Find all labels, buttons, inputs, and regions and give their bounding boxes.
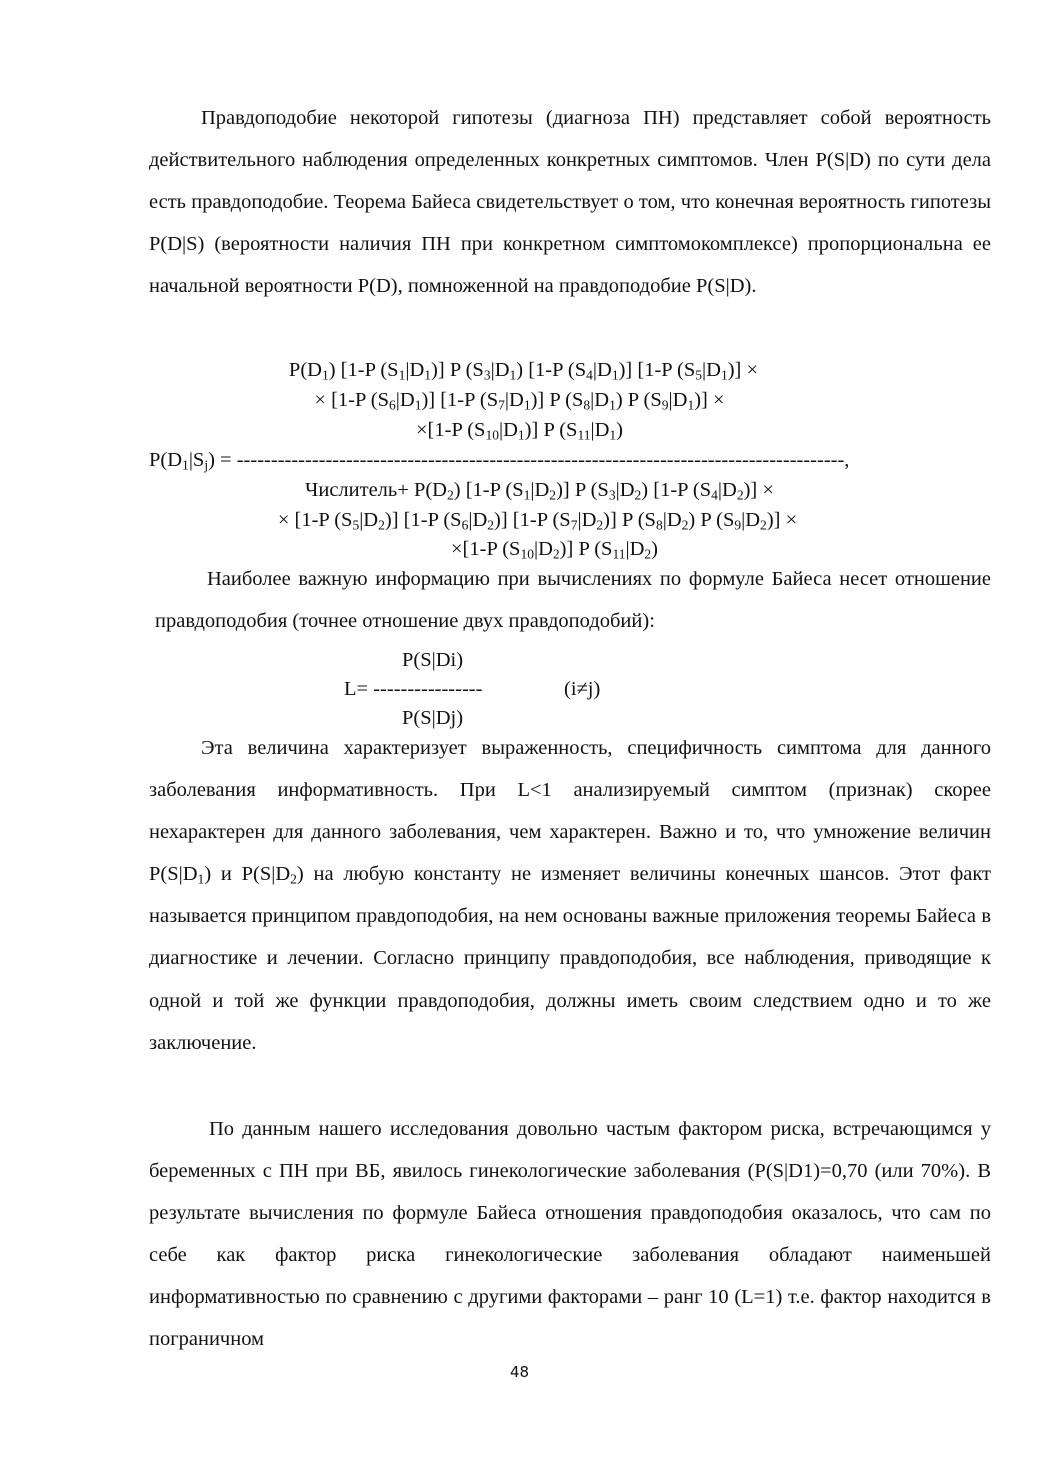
- ratio-denominator: P(S|Dj): [402, 707, 464, 729]
- paragraph-likelihood-ratio: Наиболее важную информацию при вычислениях по формуле Байеса несет отношение правдоподобия (точнее отношение двух правдоподобий):: [155, 568, 991, 633]
- formula-numerator-line-3: ×[1-P $(S_{10}|D_1)$] P $(S_{11}|D_1)$: [416, 419, 623, 443]
- formula-numerator-line-1: $P(D_1)$ [1-P $(S_1|D_1)$] P $(S_3|D_1)$ [1-P $(S_4|D_1)$] [1-P $(S_5|D_1)$] ×: [288, 359, 759, 383]
- paragraph-study-results: По данным нашего исследования довольно частым фактором риска, встречающимся у беременных с ПН при ВБ, явилось гинекологические заболевания (P(S|D1)=0,70 (или 70%). В результате вычисления по формуле Байеса отношения правдоподобия оказалось, что сам по себе как фактор риска гинекологические заболевания обладают наименьшей информативностью по сравнению с другими факторами – ранг 10 (L=1) т.е. фактор находится в пограничном: [149, 1118, 991, 1351]
- formula-denominator-line-3: ×[1-P $(S_{10}|D_2)$] P $(S_{11}|D_2)$: [451, 538, 658, 562]
- formula-numerator-line-2: × [1-P $(S_6|D_1)$] [1-P $(S_7|D_1)$] P $(S_8|D_1)$ P $(S_9|D_1)$] ×: [314, 389, 725, 413]
- paragraph-likelihood-definition: Правдоподобие некоторой гипотезы (диагноза ПН) представляет собой вероятность действительного наблюдения определенных конкретных симптомов. Член P(S|D) по сути дела есть правдоподобие. Теорема Байеса свидетельствует о том, что конечная вероятность гипотезы P(D|S) (вероятности наличия ПН при конкретном симптомокомплексе) пропорциональна ее начальной вероятности P(D), помноженной на правдоподобие P(S|D).: [149, 107, 991, 298]
- ratio-fraction-line: L= ----------------: [344, 678, 483, 700]
- paragraph-informativeness: Эта величина характеризует выраженность, специфичность симптома для данного заболевания информативность. При L<1 анализируемый симптом (признак) скорее нехарактерен для данного заболевания, чем характерен. Важно и то, что умножение величин $P(S|D_1)$ и $P(S|D_2)$ на любую константу не изменяет величины конечных шансов. Этот факт называется принципом правдоподобия, на нем основаны важные приложения теоремы Байеса в диагностике и лечении. Согласно принципу правдоподобия, все наблюдения, приводящие к одной и той же функции правдоподобия, должны иметь своим следствием одно и то же заключение.: [149, 737, 991, 1054]
- page-number: 48: [509, 1363, 530, 1381]
- formula-denominator-line-1: Числитель+ $P(D_2)$ [1-P $(S_1|D_2)$] P $(S_3|D_2)$ [1-P $(S_4|D_2)$] ×: [305, 479, 774, 503]
- formula-denominator-line-2: × [1-P $(S_5|D_2)$] [1-P $(S_6|D_2)$] [1-P $(S_7|D_2)$] P $(S_8|D_2)$ P $(S_9|D_2)$] ×: [277, 509, 798, 533]
- formula-fraction-line: $P(D_1|S_j)$ = -----------------------------------------------------------------------------------------,: [149, 449, 850, 473]
- ratio-condition: (i≠j): [564, 678, 601, 700]
- ratio-numerator: P(S|Di): [402, 649, 464, 671]
